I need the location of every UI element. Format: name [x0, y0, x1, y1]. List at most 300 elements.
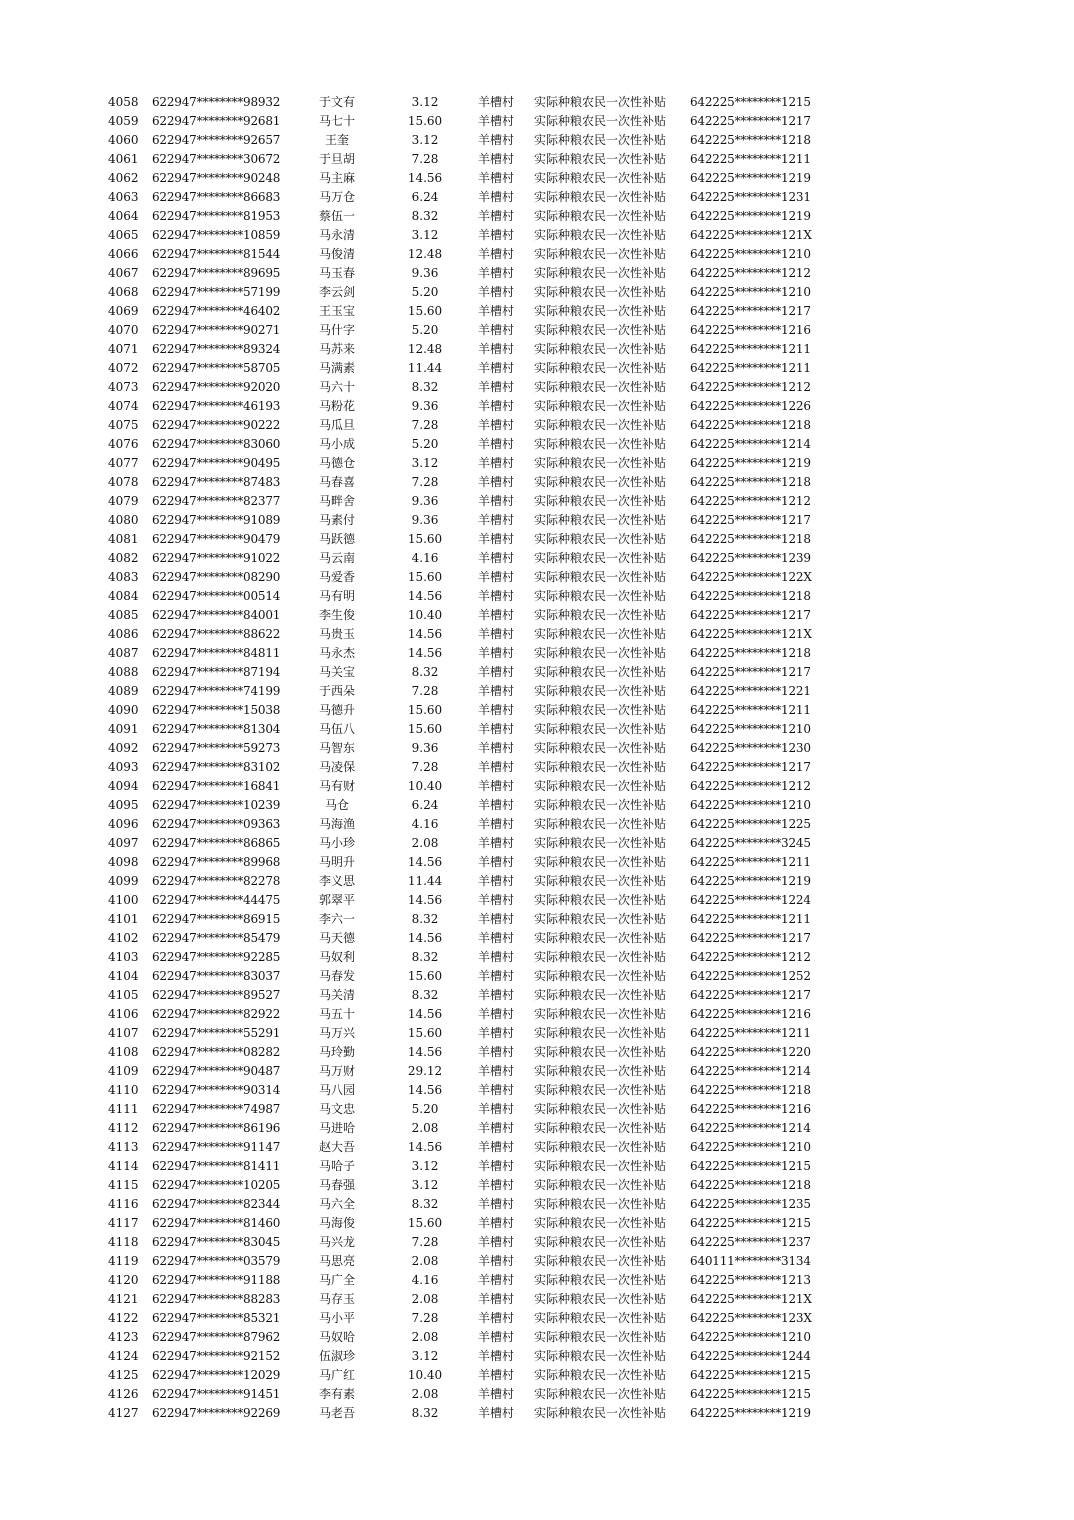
- row-number: 4076: [108, 437, 139, 451]
- farmer-name: 马思亮: [318, 1254, 355, 1268]
- table-row: [0, 1214, 1074, 1233]
- subsidy-amount: 14.56: [407, 931, 443, 945]
- village-name: 羊槽村: [477, 1273, 514, 1287]
- bank-card-number: 622947********84811: [152, 646, 281, 660]
- bank-card-number: 622947********10859: [152, 228, 281, 242]
- subsidy-type: 实际种粮农民一次性补贴: [534, 722, 667, 736]
- subsidy-type: 实际种粮农民一次性补贴: [534, 912, 667, 926]
- bank-card-number: 622947********98932: [152, 95, 281, 109]
- id-card-number: 642225********1219: [690, 456, 811, 470]
- subsidy-type: 实际种粮农民一次性补贴: [534, 285, 667, 299]
- bank-card-number: 622947********03579: [152, 1254, 281, 1268]
- farmer-name: 赵大吾: [318, 1140, 355, 1154]
- village-name: 羊槽村: [477, 494, 514, 508]
- id-card-number: 642225********1212: [690, 380, 811, 394]
- table-row: [0, 93, 1074, 112]
- bank-card-number: 622947********82278: [152, 874, 281, 888]
- table-row: [0, 720, 1074, 739]
- id-card-number: 642225********1217: [690, 931, 811, 945]
- farmer-name: 马凌保: [318, 760, 355, 774]
- table-row: [0, 1404, 1074, 1423]
- table-row: [0, 796, 1074, 815]
- row-number: 4124: [108, 1349, 139, 1363]
- farmer-name: 马春发: [318, 969, 355, 983]
- village-name: 羊槽村: [477, 1083, 514, 1097]
- farmer-name: 马爱香: [318, 570, 355, 584]
- farmer-name: 马玲勤: [318, 1045, 355, 1059]
- id-card-number: 642225********122X: [690, 570, 812, 584]
- village-name: 羊槽村: [477, 323, 514, 337]
- farmer-name: 于旦胡: [318, 152, 355, 166]
- subsidy-type: 实际种粮农民一次性补贴: [534, 703, 667, 717]
- farmer-name: 马伍八: [318, 722, 355, 736]
- subsidy-amount: 9.36: [411, 741, 439, 755]
- table-row: [0, 1081, 1074, 1100]
- bank-card-number: 622947********85321: [152, 1311, 281, 1325]
- row-number: 4127: [108, 1406, 139, 1420]
- table-row: [0, 492, 1074, 511]
- bank-card-number: 622947********87962: [152, 1330, 281, 1344]
- subsidy-amount: 7.28: [411, 1311, 439, 1325]
- farmer-name: 马存玉: [318, 1292, 355, 1306]
- table-row: [0, 910, 1074, 929]
- village-name: 羊槽村: [477, 1178, 514, 1192]
- village-name: 羊槽村: [477, 684, 514, 698]
- farmer-name: 马春喜: [318, 475, 355, 489]
- subsidy-amount: 4.16: [411, 1273, 439, 1287]
- row-number: 4078: [108, 475, 139, 489]
- subsidy-type: 实际种粮农民一次性补贴: [534, 114, 667, 128]
- table-row: [0, 1195, 1074, 1214]
- row-number: 4077: [108, 456, 139, 470]
- row-number: 4115: [108, 1178, 139, 1192]
- table-row: [0, 416, 1074, 435]
- row-number: 4121: [108, 1292, 139, 1306]
- subsidy-amount: 14.56: [407, 893, 443, 907]
- bank-card-number: 622947********92681: [152, 114, 281, 128]
- village-name: 羊槽村: [477, 1121, 514, 1135]
- village-name: 羊槽村: [477, 1159, 514, 1173]
- table-row: [0, 359, 1074, 378]
- table-row: [0, 1290, 1074, 1309]
- subsidy-type: 实际种粮农民一次性补贴: [534, 1368, 667, 1382]
- farmer-name: 李云剑: [318, 285, 355, 299]
- village-name: 羊槽村: [477, 855, 514, 869]
- subsidy-amount: 11.44: [407, 874, 443, 888]
- village-name: 羊槽村: [477, 836, 514, 850]
- subsidy-type: 实际种粮农民一次性补贴: [534, 380, 667, 394]
- bank-card-number: 622947********83060: [152, 437, 281, 451]
- subsidy-type: 实际种粮农民一次性补贴: [534, 437, 667, 451]
- village-name: 羊槽村: [477, 779, 514, 793]
- table-row: [0, 549, 1074, 568]
- farmer-name: 马文忠: [318, 1102, 355, 1116]
- farmer-name: 马明升: [318, 855, 355, 869]
- subsidy-amount: 5.20: [411, 323, 439, 337]
- bank-card-number: 622947********90487: [152, 1064, 281, 1078]
- id-card-number: 642225********1219: [690, 209, 811, 223]
- subsidy-type: 实际种粮农民一次性补贴: [534, 532, 667, 546]
- farmer-name: 马万兴: [318, 1026, 355, 1040]
- table-row: [0, 948, 1074, 967]
- row-number: 4090: [108, 703, 139, 717]
- table-row: [0, 378, 1074, 397]
- subsidy-type: 实际种粮农民一次性补贴: [534, 1406, 667, 1420]
- subsidy-amount: 7.28: [411, 760, 439, 774]
- subsidy-type: 实际种粮农民一次性补贴: [534, 1387, 667, 1401]
- subsidy-type: 实际种粮农民一次性补贴: [534, 209, 667, 223]
- table-row: [0, 872, 1074, 891]
- village-name: 羊槽村: [477, 798, 514, 812]
- row-number: 4092: [108, 741, 139, 755]
- bank-card-number: 622947********91451: [152, 1387, 281, 1401]
- bank-card-number: 622947********90314: [152, 1083, 281, 1097]
- id-card-number: 642225********1210: [690, 798, 811, 812]
- village-name: 羊槽村: [477, 988, 514, 1002]
- row-number: 4110: [108, 1083, 139, 1097]
- farmer-name: 马俊清: [318, 247, 355, 261]
- row-number: 4112: [108, 1121, 139, 1135]
- bank-card-number: 622947********81460: [152, 1216, 281, 1230]
- table-row: [0, 1043, 1074, 1062]
- village-name: 羊槽村: [477, 1387, 514, 1401]
- bank-card-number: 622947********57199: [152, 285, 281, 299]
- subsidy-type: 实际种粮农民一次性补贴: [534, 171, 667, 185]
- id-card-number: 642225********1244: [690, 1349, 811, 1363]
- subsidy-amount: 15.60: [407, 1216, 443, 1230]
- table-row: [0, 644, 1074, 663]
- id-card-number: 642225********1218: [690, 589, 811, 603]
- village-name: 羊槽村: [477, 266, 514, 280]
- id-card-number: 642225********1218: [690, 475, 811, 489]
- bank-card-number: 622947********90479: [152, 532, 281, 546]
- farmer-name: 王奎: [324, 133, 349, 147]
- subsidy-amount: 2.08: [411, 1330, 439, 1344]
- subsidy-amount: 7.28: [411, 418, 439, 432]
- subsidy-amount: 15.60: [407, 570, 443, 584]
- bank-card-number: 622947********91188: [152, 1273, 281, 1287]
- table-row: [0, 682, 1074, 701]
- subsidy-amount: 10.40: [407, 779, 443, 793]
- subsidy-amount: 14.56: [407, 171, 443, 185]
- id-card-number: 642225********1211: [690, 1026, 811, 1040]
- farmer-name: 郭翠平: [318, 893, 355, 907]
- subsidy-amount: 9.36: [411, 494, 439, 508]
- id-card-number: 642225********1239: [690, 551, 811, 565]
- subsidy-type: 实际种粮农民一次性补贴: [534, 874, 667, 888]
- subsidy-type: 实际种粮农民一次性补贴: [534, 399, 667, 413]
- bank-card-number: 622947********74987: [152, 1102, 281, 1116]
- subsidy-type: 实际种粮农民一次性补贴: [534, 1311, 667, 1325]
- subsidy-type: 实际种粮农民一次性补贴: [534, 475, 667, 489]
- subsidy-amount: 6.24: [411, 798, 439, 812]
- subsidy-amount: 8.32: [411, 380, 439, 394]
- village-name: 羊槽村: [477, 380, 514, 394]
- row-number: 4093: [108, 760, 139, 774]
- village-name: 羊槽村: [477, 437, 514, 451]
- subsidy-amount: 15.60: [407, 532, 443, 546]
- subsidy-table: [0, 93, 1074, 1423]
- subsidy-amount: 11.44: [407, 361, 443, 375]
- table-row: [0, 853, 1074, 872]
- table-row: [0, 701, 1074, 720]
- bank-card-number: 622947********91022: [152, 551, 281, 565]
- row-number: 4125: [108, 1368, 139, 1382]
- subsidy-amount: 3.12: [411, 228, 439, 242]
- subsidy-type: 实际种粮农民一次性补贴: [534, 1026, 667, 1040]
- row-number: 4111: [108, 1102, 139, 1116]
- subsidy-amount: 8.32: [411, 988, 439, 1002]
- village-name: 羊槽村: [477, 1235, 514, 1249]
- id-card-number: 642225********1214: [690, 437, 811, 451]
- id-card-number: 642225********1210: [690, 722, 811, 736]
- subsidy-type: 实际种粮农民一次性补贴: [534, 494, 667, 508]
- row-number: 4084: [108, 589, 139, 603]
- row-number: 4083: [108, 570, 139, 584]
- bank-card-number: 622947********81544: [152, 247, 281, 261]
- village-name: 羊槽村: [477, 1406, 514, 1420]
- subsidy-amount: 14.56: [407, 855, 443, 869]
- village-name: 羊槽村: [477, 304, 514, 318]
- farmer-name: 李义思: [318, 874, 355, 888]
- subsidy-type: 实际种粮农民一次性补贴: [534, 836, 667, 850]
- bank-card-number: 622947********86865: [152, 836, 281, 850]
- row-number: 4104: [108, 969, 139, 983]
- subsidy-amount: 3.12: [411, 1159, 439, 1173]
- id-card-number: 642225********1211: [690, 855, 811, 869]
- farmer-name: 马有财: [318, 779, 355, 793]
- row-number: 4091: [108, 722, 139, 736]
- subsidy-type: 实际种粮农民一次性补贴: [534, 1349, 667, 1363]
- subsidy-amount: 14.56: [407, 1083, 443, 1097]
- subsidy-type: 实际种粮农民一次性补贴: [534, 1121, 667, 1135]
- village-name: 羊槽村: [477, 950, 514, 964]
- id-card-number: 642225********1221: [690, 684, 811, 698]
- bank-card-number: 622947********10205: [152, 1178, 281, 1192]
- row-number: 4070: [108, 323, 139, 337]
- farmer-name: 马五十: [318, 1007, 355, 1021]
- row-number: 4101: [108, 912, 139, 926]
- subsidy-type: 实际种粮农民一次性补贴: [534, 1330, 667, 1344]
- row-number: 4072: [108, 361, 139, 375]
- bank-card-number: 622947********92152: [152, 1349, 281, 1363]
- id-card-number: 642225********1210: [690, 1140, 811, 1154]
- farmer-name: 马素付: [318, 513, 355, 527]
- row-number: 4099: [108, 874, 139, 888]
- village-name: 羊槽村: [477, 1311, 514, 1325]
- subsidy-amount: 8.32: [411, 950, 439, 964]
- row-number: 4094: [108, 779, 139, 793]
- farmer-name: 马主麻: [318, 171, 355, 185]
- row-number: 4060: [108, 133, 139, 147]
- subsidy-amount: 14.56: [407, 646, 443, 660]
- subsidy-type: 实际种粮农民一次性补贴: [534, 190, 667, 204]
- subsidy-amount: 3.12: [411, 1178, 439, 1192]
- subsidy-type: 实际种粮农民一次性补贴: [534, 931, 667, 945]
- table-row: [0, 1347, 1074, 1366]
- id-card-number: 642225********1212: [690, 950, 811, 964]
- farmer-name: 马小成: [318, 437, 355, 451]
- row-number: 4068: [108, 285, 139, 299]
- subsidy-amount: 15.60: [407, 722, 443, 736]
- subsidy-amount: 8.32: [411, 1197, 439, 1211]
- bank-card-number: 622947********89324: [152, 342, 281, 356]
- bank-card-number: 622947********89968: [152, 855, 281, 869]
- row-number: 4089: [108, 684, 139, 698]
- village-name: 羊槽村: [477, 1292, 514, 1306]
- subsidy-type: 实际种粮农民一次性补贴: [534, 152, 667, 166]
- bank-card-number: 622947********15038: [152, 703, 281, 717]
- id-card-number: 642225********1216: [690, 323, 811, 337]
- subsidy-amount: 2.08: [411, 1121, 439, 1135]
- farmer-name: 于文有: [318, 95, 355, 109]
- subsidy-type: 实际种粮农民一次性补贴: [534, 1254, 667, 1268]
- village-name: 羊槽村: [477, 1254, 514, 1268]
- row-number: 4100: [108, 893, 139, 907]
- subsidy-amount: 10.40: [407, 1368, 443, 1382]
- subsidy-amount: 9.36: [411, 513, 439, 527]
- subsidy-type: 实际种粮农民一次性补贴: [534, 1178, 667, 1192]
- table-row: [0, 511, 1074, 530]
- row-number: 4096: [108, 817, 139, 831]
- bank-card-number: 622947********92269: [152, 1406, 281, 1420]
- farmer-name: 马广红: [318, 1368, 355, 1382]
- subsidy-type: 实际种粮农民一次性补贴: [534, 1273, 667, 1287]
- village-name: 羊槽村: [477, 152, 514, 166]
- village-name: 羊槽村: [477, 475, 514, 489]
- id-card-number: 642225********1218: [690, 418, 811, 432]
- farmer-name: 马八园: [318, 1083, 355, 1097]
- farmer-name: 马苏来: [318, 342, 355, 356]
- id-card-number: 642225********1211: [690, 342, 811, 356]
- village-name: 羊槽村: [477, 608, 514, 622]
- subsidy-amount: 14.56: [407, 1140, 443, 1154]
- village-name: 羊槽村: [477, 1349, 514, 1363]
- subsidy-amount: 4.16: [411, 817, 439, 831]
- bank-card-number: 622947********58705: [152, 361, 281, 375]
- subsidy-type: 实际种粮农民一次性补贴: [534, 1083, 667, 1097]
- bank-card-number: 622947********12029: [152, 1368, 281, 1382]
- id-card-number: 642225********1235: [690, 1197, 811, 1211]
- table-row: [0, 112, 1074, 131]
- row-number: 4082: [108, 551, 139, 565]
- subsidy-amount: 14.56: [407, 1045, 443, 1059]
- table-row: [0, 131, 1074, 150]
- id-card-number: 640111********3134: [690, 1254, 811, 1268]
- subsidy-type: 实际种粮农民一次性补贴: [534, 627, 667, 641]
- village-name: 羊槽村: [477, 133, 514, 147]
- table-row: [0, 739, 1074, 758]
- id-card-number: 642225********1218: [690, 646, 811, 660]
- subsidy-type: 实际种粮农民一次性补贴: [534, 969, 667, 983]
- table-row: [0, 1005, 1074, 1024]
- table-row: [0, 815, 1074, 834]
- subsidy-type: 实际种粮农民一次性补贴: [534, 95, 667, 109]
- subsidy-type: 实际种粮农民一次性补贴: [534, 1292, 667, 1306]
- table-row: [0, 1157, 1074, 1176]
- table-row: [0, 929, 1074, 948]
- bank-card-number: 622947********44475: [152, 893, 281, 907]
- subsidy-type: 实际种粮农民一次性补贴: [534, 665, 667, 679]
- farmer-name: 马广全: [318, 1273, 355, 1287]
- id-card-number: 642225********1215: [690, 1159, 811, 1173]
- subsidy-amount: 15.60: [407, 114, 443, 128]
- village-name: 羊槽村: [477, 874, 514, 888]
- table-row: [0, 435, 1074, 454]
- table-row: [0, 758, 1074, 777]
- table-row: [0, 302, 1074, 321]
- id-card-number: 642225********1217: [690, 760, 811, 774]
- id-card-number: 642225********1214: [690, 1121, 811, 1135]
- subsidy-type: 实际种粮农民一次性补贴: [534, 1235, 667, 1249]
- subsidy-type: 实际种粮农民一次性补贴: [534, 418, 667, 432]
- row-number: 4122: [108, 1311, 139, 1325]
- farmer-name: 马永杰: [318, 646, 355, 660]
- id-card-number: 642225********1211: [690, 912, 811, 926]
- row-number: 4105: [108, 988, 139, 1002]
- subsidy-amount: 2.08: [411, 836, 439, 850]
- id-card-number: 642225********1220: [690, 1045, 811, 1059]
- village-name: 羊槽村: [477, 1045, 514, 1059]
- bank-card-number: 622947********87483: [152, 475, 281, 489]
- bank-card-number: 622947********89527: [152, 988, 281, 1002]
- bank-card-number: 622947********16841: [152, 779, 281, 793]
- subsidy-type: 实际种粮农民一次性补贴: [534, 361, 667, 375]
- row-number: 4062: [108, 171, 139, 185]
- bank-card-number: 622947********82377: [152, 494, 281, 508]
- village-name: 羊槽村: [477, 551, 514, 565]
- subsidy-type: 实际种粮农民一次性补贴: [534, 1216, 667, 1230]
- table-row: [0, 587, 1074, 606]
- row-number: 4064: [108, 209, 139, 223]
- bank-card-number: 622947********81411: [152, 1159, 281, 1173]
- farmer-name: 马七十: [318, 114, 355, 128]
- table-row: [0, 1024, 1074, 1043]
- subsidy-amount: 2.08: [411, 1387, 439, 1401]
- farmer-name: 马跃德: [318, 532, 355, 546]
- row-number: 4117: [108, 1216, 139, 1230]
- row-number: 4058: [108, 95, 139, 109]
- id-card-number: 642225********1215: [690, 95, 811, 109]
- row-number: 4063: [108, 190, 139, 204]
- row-number: 4069: [108, 304, 139, 318]
- subsidy-amount: 3.12: [411, 456, 439, 470]
- table-row: [0, 1309, 1074, 1328]
- bank-card-number: 622947********92020: [152, 380, 281, 394]
- farmer-name: 马小平: [318, 1311, 355, 1325]
- id-card-number: 642225********1215: [690, 1368, 811, 1382]
- table-row: [0, 606, 1074, 625]
- id-card-number: 642225********1214: [690, 1064, 811, 1078]
- id-card-number: 642225********1216: [690, 1102, 811, 1116]
- table-row: [0, 1100, 1074, 1119]
- id-card-number: 642225********1212: [690, 779, 811, 793]
- id-card-number: 642225********1252: [690, 969, 811, 983]
- farmer-name: 马奴利: [318, 950, 355, 964]
- subsidy-type: 实际种粮农民一次性补贴: [534, 1007, 667, 1021]
- farmer-name: 马老吾: [318, 1406, 355, 1420]
- village-name: 羊槽村: [477, 722, 514, 736]
- row-number: 4119: [108, 1254, 139, 1268]
- subsidy-amount: 12.48: [407, 247, 443, 261]
- id-card-number: 642225********1210: [690, 1330, 811, 1344]
- table-row: [0, 188, 1074, 207]
- id-card-number: 642225********1230: [690, 741, 811, 755]
- table-row: [0, 473, 1074, 492]
- row-number: 4088: [108, 665, 139, 679]
- subsidy-amount: 5.20: [411, 285, 439, 299]
- bank-card-number: 622947********83037: [152, 969, 281, 983]
